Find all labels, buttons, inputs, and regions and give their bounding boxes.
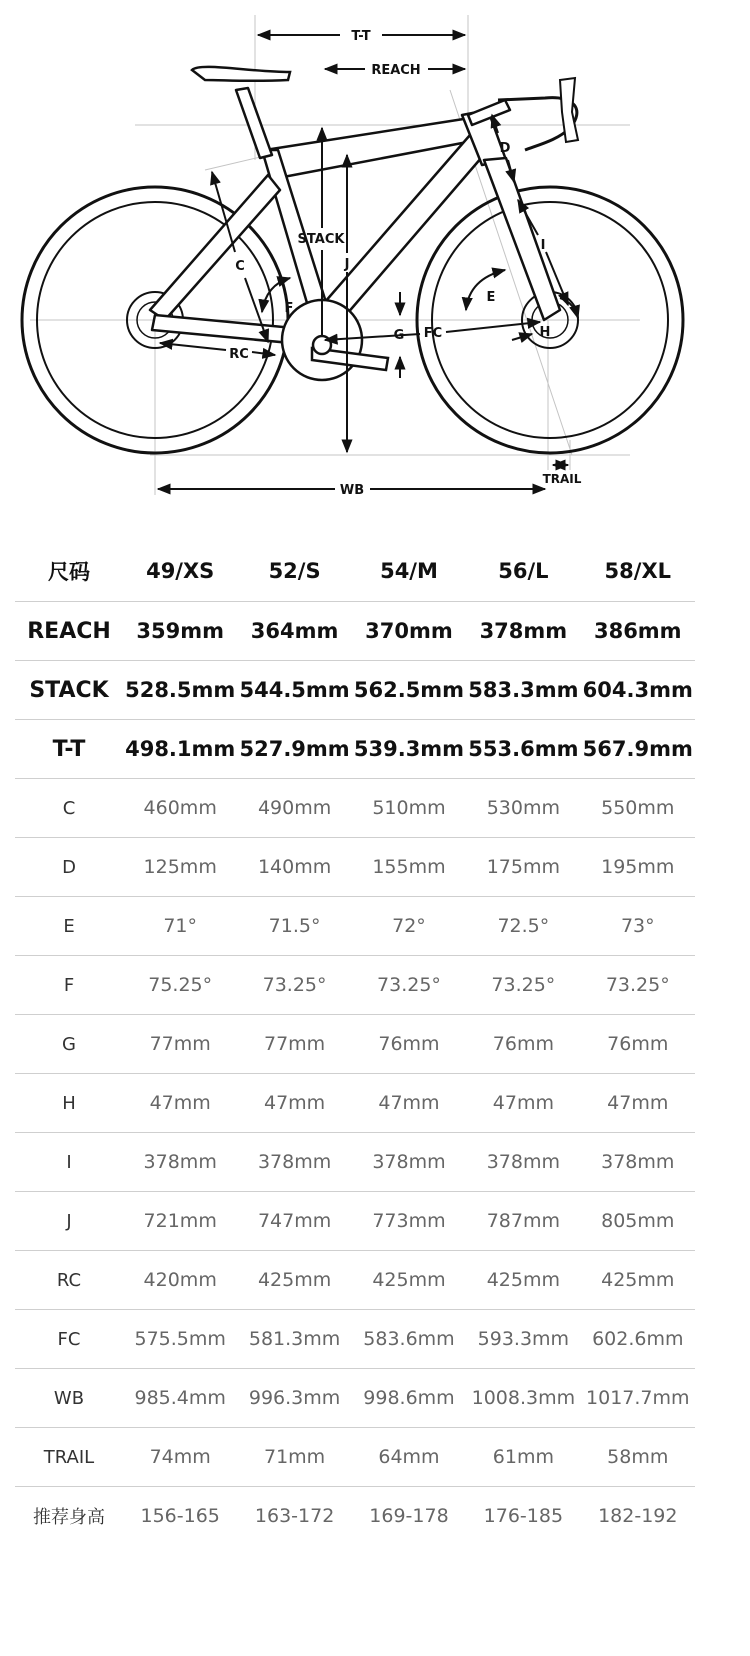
table-cell: 747mm [237, 1192, 351, 1251]
label-trail: TRAIL [542, 472, 582, 486]
table-cell: 998.6mm [352, 1369, 466, 1428]
table-cell: 378mm [466, 1133, 580, 1192]
table-row [15, 1015, 695, 1074]
table-cell: 604.3mm [581, 661, 695, 720]
label-g: G [393, 328, 405, 343]
table-row [15, 661, 695, 720]
table-cell: 76mm [466, 1015, 580, 1074]
size-header-1: 49/XS [123, 541, 237, 602]
table-cell: 460mm [123, 779, 237, 838]
table-cell: 787mm [466, 1192, 580, 1251]
table-row [15, 602, 695, 661]
table-cell: 490mm [237, 779, 351, 838]
table-cell: 73.25° [466, 956, 580, 1015]
table-cell: 169-178 [369, 1505, 449, 1527]
size-header-4: 56/L [466, 541, 580, 602]
table-cell: 75.25° [123, 956, 237, 1015]
size-header-label: 尺码 [15, 541, 123, 602]
table-cell: 583.3mm [466, 661, 580, 720]
table-cell: 73.25° [581, 956, 695, 1015]
table-cell: 593.3mm [466, 1310, 580, 1369]
table-cell: 985.4mm [123, 1369, 237, 1428]
guide-lines [30, 15, 640, 495]
row-label: RC [15, 1251, 123, 1310]
table-cell: 155mm [352, 838, 466, 897]
table-cell: 805mm [581, 1192, 695, 1251]
table-row [15, 838, 695, 897]
table-cell: 378mm [237, 1133, 351, 1192]
row-label: H [15, 1074, 123, 1133]
table-cell: 602.6mm [581, 1310, 695, 1369]
table-cell: 125mm [123, 838, 237, 897]
row-label: T-T [15, 720, 123, 779]
table-cell: 64mm [352, 1428, 466, 1487]
size-header-2: 52/S [237, 541, 351, 602]
table-cell: 359mm [123, 602, 237, 661]
table-row [15, 897, 695, 956]
table-cell: 1017.7mm [581, 1369, 695, 1428]
table-cell: 425mm [352, 1251, 466, 1310]
saddle [192, 67, 290, 81]
label-i: I [540, 238, 546, 253]
table-cell: 140mm [237, 838, 351, 897]
table-row [15, 779, 695, 838]
table-cell: 583.6mm [352, 1310, 466, 1369]
table-row [15, 1487, 695, 1546]
label-reach: REACH [371, 63, 421, 78]
table-row [15, 1074, 695, 1133]
row-label: REACH [15, 602, 123, 661]
table-cell: 378mm [352, 1133, 466, 1192]
table-cell: 76mm [352, 1015, 466, 1074]
table-cell: 553.6mm [466, 720, 580, 779]
label-fc: FC [423, 326, 443, 341]
table-cell: 378mm [466, 602, 580, 661]
table-cell: 175mm [466, 838, 580, 897]
table-cell: 77mm [237, 1015, 351, 1074]
table-cell: 510mm [352, 779, 466, 838]
size-header-5: 58/XL [581, 541, 695, 602]
row-label: D [15, 838, 123, 897]
row-label: I [15, 1133, 123, 1192]
label-d: D [499, 141, 511, 156]
label-stack: STACK [297, 232, 345, 247]
table-cell: 386mm [581, 602, 695, 661]
label-rc: RC [229, 347, 249, 362]
table-cell: 74mm [123, 1428, 237, 1487]
row-label: C [15, 779, 123, 838]
table-cell: 73.25° [237, 956, 351, 1015]
row-label: J [15, 1192, 123, 1251]
table-cell: 58mm [581, 1428, 695, 1487]
table-row [15, 1310, 695, 1369]
table-cell: 773mm [352, 1192, 466, 1251]
table-row [15, 1369, 695, 1428]
row-label: STACK [15, 661, 123, 720]
table-cell: 76mm [581, 1015, 695, 1074]
table-cell: 182-192 [598, 1505, 678, 1527]
table-cell: 77mm [123, 1015, 237, 1074]
table-cell: 562.5mm [352, 661, 466, 720]
table-cell: 72° [352, 897, 466, 956]
table-cell: 71° [123, 897, 237, 956]
label-f: F [284, 301, 294, 316]
table-cell: 370mm [352, 602, 466, 661]
label-j: J [344, 257, 350, 272]
row-label: G [15, 1015, 123, 1074]
table-header-row [15, 541, 695, 602]
table-cell: 364mm [237, 602, 351, 661]
bike-geometry-diagram [0, 0, 750, 520]
table-cell: 73° [581, 897, 695, 956]
table-cell: 72.5° [466, 897, 580, 956]
size-header-3: 54/M [352, 541, 466, 602]
table-cell: 498.1mm [123, 720, 237, 779]
table-cell: 73.25° [352, 956, 466, 1015]
table-row [15, 1192, 695, 1251]
table-cell: 378mm [123, 1133, 237, 1192]
table-row [15, 720, 695, 779]
table-cell: 163-172 [254, 1505, 335, 1527]
row-label: E [15, 897, 123, 956]
table-cell: 575.5mm [123, 1310, 237, 1369]
table-cell: 425mm [466, 1251, 580, 1310]
table-cell: 721mm [123, 1192, 237, 1251]
table-cell: 567.9mm [581, 720, 695, 779]
table-cell: 425mm [581, 1251, 695, 1310]
table-cell: 581.3mm [237, 1310, 351, 1369]
table-cell: 47mm [123, 1074, 237, 1133]
table-cell: 425mm [237, 1251, 351, 1310]
row-label: 推荐身高 [33, 1507, 105, 1528]
table-cell: 195mm [581, 838, 695, 897]
table-cell: 47mm [352, 1074, 466, 1133]
geometry-table [15, 541, 695, 1545]
table-cell: 539.3mm [352, 720, 466, 779]
table-cell: 1008.3mm [466, 1369, 580, 1428]
table-cell: 528.5mm [123, 661, 237, 720]
table-cell: 71mm [237, 1428, 351, 1487]
table-row [15, 956, 695, 1015]
table-cell: 47mm [581, 1074, 695, 1133]
table-cell: 996.3mm [237, 1369, 351, 1428]
table-cell: 527.9mm [237, 720, 351, 779]
row-label: WB [15, 1369, 123, 1428]
table-cell: 420mm [123, 1251, 237, 1310]
label-c: C [235, 259, 245, 274]
table-row [15, 1251, 695, 1310]
table-cell: 47mm [237, 1074, 351, 1133]
table-cell: 530mm [466, 779, 580, 838]
table-cell: 156-165 [140, 1505, 220, 1527]
table-cell: 176-185 [483, 1505, 564, 1527]
table-row [15, 1133, 695, 1192]
label-h: H [539, 325, 551, 340]
label-e: E [486, 290, 496, 305]
table-cell: 544.5mm [237, 661, 351, 720]
table-cell: 61mm [466, 1428, 580, 1487]
row-label: FC [15, 1310, 123, 1369]
row-label: F [15, 956, 123, 1015]
table-row [15, 1428, 695, 1487]
table-cell: 47mm [466, 1074, 580, 1133]
table-cell: 550mm [581, 779, 695, 838]
label-tt: T-T [351, 29, 371, 44]
label-wb: WB [339, 483, 365, 498]
table-cell: 378mm [581, 1133, 695, 1192]
row-label: TRAIL [15, 1428, 123, 1487]
table-cell: 71.5° [237, 897, 351, 956]
